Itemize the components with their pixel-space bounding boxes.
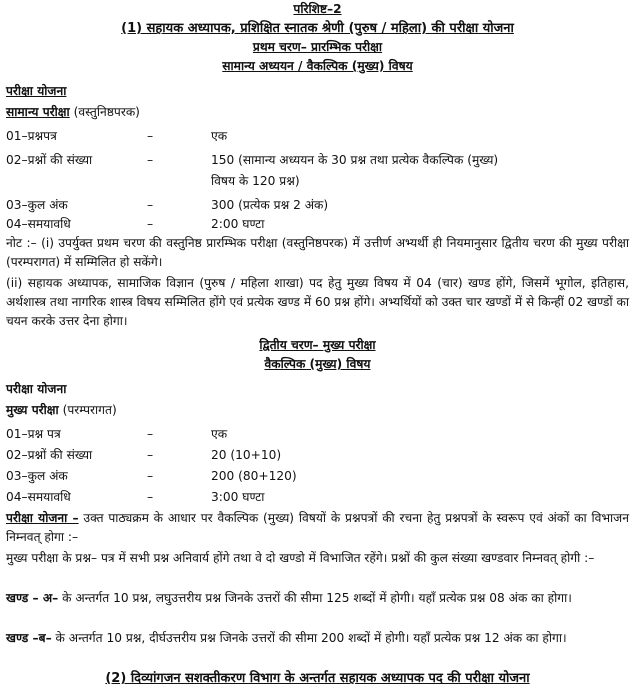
scheme-paragraph-head: परीक्षा योजना – [6,511,79,525]
main-row-dash: – [147,427,154,441]
prelim-row-label: 03–कुल अंक [6,198,68,212]
main-row-value: एक [211,427,228,441]
main-row-dash: – [147,469,154,483]
prelim-row-dash: – [147,153,154,167]
main-row-value: 200 (80+120) [211,469,297,483]
prelim-row-label: 04–समयावधि [6,217,71,231]
prelim-row-dash: – [147,129,154,143]
section-a-text: के अन्तर्गत 10 प्रश्न, लघुउत्तरीय प्रश्न जिनके उत्तरों की सीमा 125 शब्दों में होगी। यहाँ प्रत्येक प्रश्न 08 अंक का होगा। [62,591,572,605]
appendix-title: परिशिष्ट–2 [293,2,342,16]
prelim-row-value: 150 (सामान्य अध्ययन के 30 प्रश्न तथा प्रत्येक वैकल्पिक (मुख्य) [211,153,499,167]
section1-title [0,19,635,38]
prelim-row-value-cont: विषय के 120 प्रश्न) [211,174,300,188]
note-2: (ii) सहायक अध्यापक, सामाजिक विज्ञान (पुरुष / महिला शाखा) पद हेतु मुख्य विषय में 04 (चार) खण्ड होंगे, जिसमें भूगोल, इतिहास, अर्थशास्त्र तथा नागरिक शास्त्र विषय सम्मिलित होंगे एवं प्रत्येक खण्ड में 60 प्रश्न होंगे। अभ्यर्थियों को उक्त चार खण्डों में से किन्हीं 02 खण्डों का चयन करके उत्तर देना होगा। [6,276,629,328]
main-row-label: 04–समयावधि [6,490,71,504]
stage1-subject: सामान्य अध्ययन / वैकल्पिक (मुख्य) विषय [222,59,413,73]
stage1-title: प्रथम चरण– प्रारम्भिक परीक्षा [252,40,383,54]
section2-title-text: (2) दिव्यांगजन सशक्तीकरण विभाग के अन्तर्गत सहायक अध्यापक पद की परीक्षा योजना [105,671,530,686]
section-a-head: खण्ड – अ– [6,591,59,605]
main-scheme-heading: परीक्षा योजना [6,382,67,396]
main-exam-type: (परम्परागत) [62,403,117,417]
prelim-row-value: एक [211,129,228,143]
stage2-title: द्वितीय चरण– मुख्य परीक्षा [259,338,376,352]
prelim-row-value: 2:00 घण्टा [211,217,265,231]
prelim-scheme-heading: परीक्षा योजना [6,84,67,98]
prelim-exam-type: (वस्तुनिष्ठपरक) [73,105,140,119]
main-exam-label [6,401,117,420]
scheme-paragraph-text: उक्त पाठ्यक्रम के आधार पर वैकल्पिक (मुख्य) विषयों के प्रश्नपत्रों की रचना हेतु प्रश्नपत्रों के स्वरूप एवं अंकों का विभाजन निम्नवत् होगा :– [6,511,629,544]
main-row-label: 03–कुल अंक [6,469,68,483]
prelim-exam-label [6,103,140,122]
main-row-dash: – [147,490,154,504]
prelim-row-dash: – [147,198,154,212]
section-b-paragraph [6,629,629,648]
section1-title-text: (1) सहायक अध्यापक, प्रशिक्षित स्नातक श्रेणी (पुरुष / महिला) की परीक्षा योजना [121,21,514,36]
main-exam-name: मुख्य परीक्षा [6,403,59,417]
main-questions-paragraph: मुख्य परीक्षा के प्रश्न– पत्र में सभी प्रश्न अनिवार्य होंगे तथा वे दो खण्डो में विभाजित रहेंगे। प्रश्नों की कुल संख्या खण्डवार निम्नवत् होगी :– [6,551,595,565]
main-row-value: 20 (10+10) [211,448,282,462]
main-row-label: 02–प्रश्नों की संख्या [6,448,93,462]
prelim-exam-name: सामान्य परीक्षा [6,105,70,119]
section-a-paragraph [6,589,629,608]
section2-title [0,669,635,688]
note-1: नोट :– (i) उपर्युक्त प्रथम चरण की वस्तुनिष्ठ प्रारम्भिक परीक्षा (वस्तुनिष्ठपरक) में उत्तीर्ण अभ्यर्थी ही नियमानुसार द्वितीय चरण की मुख्य परीक्षा (परम्परागत) में सम्मिलित हो सकेंगे। [6,236,629,269]
prelim-row-dash: – [147,217,154,231]
main-row-value: 3:00 घण्टा [211,490,265,504]
stage2-subject: वैकल्पिक (मुख्य) विषय [264,357,371,371]
prelim-row-label: 02–प्रश्नों की संख्या [6,153,93,167]
scheme-paragraph [6,509,629,547]
prelim-row-value: 300 (प्रत्येक प्रश्न 2 अंक) [211,198,329,212]
section-b-text: के अन्तर्गत 10 प्रश्न, दीर्घउत्तरीय प्रश्न जिनके उत्तरों की सीमा 200 शब्दों में होगी। यहाँ प्रत्येक प्रश्न 12 अंक का होगा। [55,631,567,645]
prelim-row-label: 01–प्रश्नपत्र [6,129,57,143]
section-b-head: खण्ड –ब– [6,631,52,645]
main-row-label: 01–प्रश्न पत्र [6,427,61,441]
main-row-dash: – [147,448,154,462]
